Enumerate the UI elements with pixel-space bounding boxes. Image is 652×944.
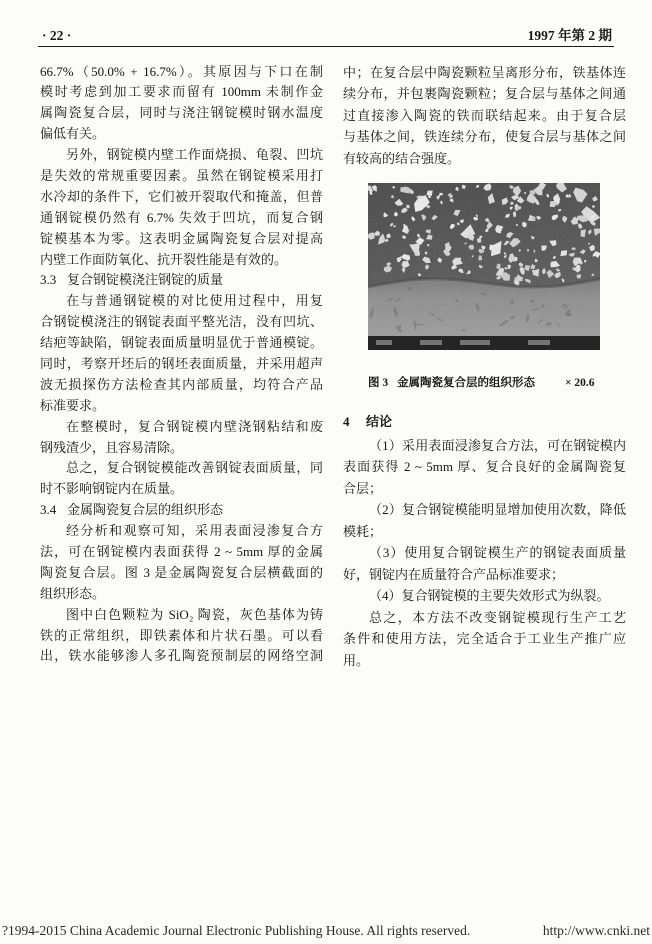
paragraph	[40, 145, 323, 270]
section-heading-4	[343, 411, 626, 433]
text-line: 过直接渗入陶瓷的铁而联结起来。由于复合层	[343, 107, 626, 123]
text-line: （4）复合钢锭模的主要失效形式为纵裂。	[369, 588, 610, 603]
figure-magnification: × 20.6	[565, 377, 595, 389]
text-line: 出，铁水能够渗人多孔陶瓷预制层的网络空洞	[40, 648, 323, 664]
text-line: 与基体之间，铁连续分布，使复合层与基体之间	[343, 129, 626, 144]
info-mark	[460, 340, 490, 345]
text-line: 表面获得 2 ~ 5mm 厚、复合良好的金属陶瓷复	[343, 459, 626, 474]
running-header	[38, 26, 614, 47]
paragraph	[40, 605, 323, 668]
text-line: 结疤等缺陷，钢锭表面质量明显优于普通模锭。	[40, 335, 323, 351]
conclusion-item	[343, 499, 626, 542]
paragraph	[40, 291, 323, 416]
paragraph	[40, 417, 323, 459]
right-column-paragraph	[343, 62, 626, 170]
conclusions	[343, 435, 626, 672]
text-line: 铁的正常组织，即铁素体和片状石墨。可以看	[40, 627, 323, 643]
text-line: 总之，本方法不改变钢锭模现行生产工艺	[369, 609, 626, 625]
text-line: 总之，复合钢锭模能改善钢锭表面质量，同	[66, 460, 323, 476]
info-mark	[376, 340, 392, 345]
paragraph	[40, 62, 323, 146]
journal-issue: 1997 年第 2 期	[527, 28, 612, 43]
text-line: 合钢锭模浇注的钢锭表面平整光洁，没有凹坑、	[40, 314, 323, 330]
text-line: 在整模时，复合钢锭模内壁浇钢粘结和废	[66, 418, 323, 434]
text-line: 偏低有关。	[40, 126, 106, 142]
text-line: 另外，钢锭模内壁工作面烧损、龟裂、凹坑	[66, 147, 323, 163]
section-title: 复合钢锭模浇注钢锭的质量	[67, 272, 224, 288]
text-line: 合层；	[343, 480, 383, 496]
figure-3-micrograph	[368, 183, 600, 350]
figure-caption	[368, 374, 614, 392]
text-line: （2）复合钢锭模能明显增加使用次数，降低	[369, 502, 626, 517]
text-line: 内壁工作面防氧化、抗开裂性能是有效的。	[40, 251, 288, 267]
section-heading	[343, 411, 626, 433]
conclusion-item	[343, 435, 626, 500]
paragraph	[343, 607, 626, 672]
text-line: 图中白色颗粒为 SiO₂ 陶瓷，灰色基体为铸	[66, 606, 323, 622]
figure-title: 金属陶瓷复合层的组织形态	[397, 377, 535, 389]
conclusion-item	[343, 585, 626, 607]
info-mark	[528, 340, 550, 345]
text-line: 有较高的结合强度。	[343, 150, 461, 166]
text-line: 条件和使用方法，完全适合于工业生产推广应	[343, 631, 626, 646]
left-column	[40, 62, 323, 668]
section-heading-3-4	[40, 500, 323, 521]
section-title: 金属陶瓷复合层的组织形态	[67, 502, 224, 518]
text-line: 钢残渣少，且容易清除。	[40, 439, 184, 455]
text-line: 时不影响钢锭内在质量。	[40, 481, 184, 497]
conclusion-item	[343, 542, 626, 585]
text-line: 波无损探伤方法检查其内部质量，均符合产品	[40, 376, 323, 392]
page-number: · 22 ·	[42, 28, 72, 43]
text-line: 锭模基本为零。这表明金属陶瓷复合层对提高	[40, 230, 323, 246]
text-line: 66.7%（50.0% + 16.7%）。其原因与下口在制	[40, 63, 323, 79]
section-number: 3.4	[40, 502, 57, 518]
text-line: 续分布，并包裹陶瓷颗粒；复合层与基体之间通	[343, 86, 626, 101]
text-line: （1）采用表面浸渗复合方法，可在钢锭模内	[369, 437, 626, 453]
text-line: 组织形态。	[40, 585, 106, 601]
text-line: 模时考虑到加工要求而留有 100mm 未制作金	[40, 84, 323, 100]
text-line: 经分析和观察可知，采用表面浸渗复合方	[66, 523, 323, 539]
text-line: 同时，考察开坯后的钢坯表面质量，并采用超声	[40, 355, 323, 371]
micrograph-photo	[368, 183, 600, 350]
photo-grain	[368, 183, 600, 336]
text-line: 标准要求。	[40, 397, 106, 413]
publisher-url: http://www.cnki.net	[542, 923, 650, 938]
text-line: 是失效的常规重要因素。虽然在钢锭模采用打	[40, 167, 323, 183]
text-line: 属陶瓷复合层，同时与浇注钢锭模时钢水温度	[40, 105, 323, 121]
copyright-notice: ?1994-2015 China Academic Journal Electronic Publishing House. All rights reserved.	[2, 923, 471, 938]
paragraph	[40, 458, 323, 500]
section-title: 结论	[366, 414, 393, 430]
section-heading-3-3	[40, 270, 323, 291]
section-number: 4	[343, 414, 350, 430]
section-number: 3.3	[40, 272, 57, 288]
text-line: 陶瓷复合层。图 3 是金属陶瓷复合层横截面的	[40, 564, 323, 580]
copyright-footer	[2, 922, 650, 940]
text-line: 好，钢锭内在质量符合产品标准要求；	[343, 566, 565, 582]
info-mark	[420, 340, 442, 345]
text-line: 用。	[343, 652, 370, 668]
paragraph	[40, 521, 323, 605]
text-line: （3）使用复合钢锭模生产的钢锭表面质量	[369, 545, 626, 560]
text-line: 模耗；	[343, 523, 383, 539]
text-line: 通钢锭模仍然有 6.7% 失效于凹坑，而复合钢	[40, 209, 323, 225]
text-line: 法，可在钢锭模内表面获得 2 ~ 5mm 厚的金属	[40, 543, 323, 559]
text-line: 水冷却的条件下，它们被开裂取代和掩盖，但普	[40, 188, 323, 204]
text-line: 中；在复合层中陶瓷颗粒呈离形分布，铁基体连	[343, 64, 626, 80]
figure-label: 图 3	[368, 377, 389, 389]
text-line: 在与普通钢锭模的对比使用过程中，用复	[66, 293, 323, 309]
